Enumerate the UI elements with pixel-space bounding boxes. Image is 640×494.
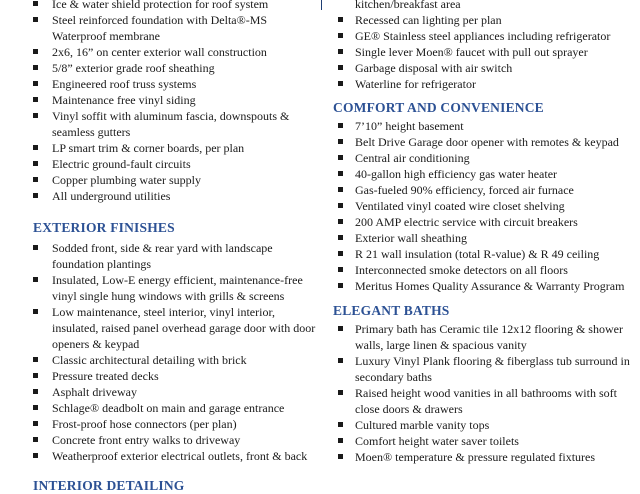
list-item [325, 182, 640, 198]
list-item-text: Garbage disposal with air switch [355, 61, 513, 75]
list-item [0, 272, 318, 304]
baths-list [325, 321, 640, 465]
bullet-icon [33, 389, 38, 394]
list-item [325, 198, 640, 214]
list-item-text: Ice & water shield protection for roof system [52, 0, 269, 11]
list-item [0, 400, 318, 416]
bullet-icon [338, 203, 343, 208]
list-item [325, 321, 640, 353]
list-item [325, 433, 640, 449]
column-divider [321, 0, 322, 10]
bullet-icon [338, 81, 343, 86]
list-item-text: Moen® temperature & pressure regulated fixtures [355, 450, 596, 464]
list-item [0, 76, 318, 92]
bullet-icon [338, 422, 343, 427]
bullet-icon [33, 309, 38, 314]
list-item-text: Ventilated vinyl coated wire closet shelving [355, 199, 565, 213]
bullet-icon [338, 251, 343, 256]
bullet-icon [338, 139, 343, 144]
bullet-icon [338, 326, 343, 331]
list-item-text: kitchen/breakfast area [355, 0, 461, 11]
list-item-text: Primary bath has Ceramic tile 12x12 flooring & shower walls, large linen & spacious vanity [355, 322, 623, 352]
list-item [0, 188, 318, 204]
bullet-icon [338, 267, 343, 272]
list-item [0, 448, 318, 464]
list-item-text: Comfort height water saver toilets [355, 434, 519, 448]
bullet-icon [33, 113, 38, 118]
comfort-list [325, 118, 640, 294]
list-item [0, 172, 318, 188]
exterior-finishes-list [0, 240, 318, 464]
list-item [0, 92, 318, 108]
list-item-text: Waterline for refrigerator [355, 77, 476, 91]
bullet-icon [338, 171, 343, 176]
list-item-text: Cultured marble vanity tops [355, 418, 490, 432]
left-column [0, 0, 318, 494]
list-item [325, 76, 640, 92]
list-item-text: Gas-fueled 90% efficiency, forced air furnace [355, 183, 574, 197]
list-item [0, 108, 318, 140]
list-item-text: 5/8” exterior grade roof sheathing [52, 61, 215, 75]
bullet-icon [338, 390, 343, 395]
list-item [0, 384, 318, 400]
list-item-text: 2x6, 16” on center exterior wall construction [52, 45, 267, 59]
bullet-icon [338, 155, 343, 160]
list-item [0, 0, 318, 12]
list-item-text: Meritus Homes Quality Assurance & Warranty Program [355, 279, 625, 293]
bullet-icon [33, 357, 38, 362]
bullet-icon [33, 17, 38, 22]
elegant-baths-heading: ELEGANT BATHS [333, 303, 450, 318]
exterior-finishes-heading: EXTERIOR FINISHES [33, 220, 175, 235]
list-item-text: Sodded front, side & rear yard with landscape foundation plantings [52, 241, 273, 271]
bullet-icon [33, 437, 38, 442]
list-item [0, 352, 318, 368]
bullet-icon [338, 65, 343, 70]
list-item [0, 368, 318, 384]
list-item-text: Luxury Vinyl Plank flooring & fiberglass tub surround in secondary baths [355, 354, 630, 384]
list-item [325, 214, 640, 230]
list-item [325, 262, 640, 278]
list-item-text: Copper plumbing water supply [52, 173, 201, 187]
list-item-text: Weatherproof exterior electrical outlets, front & back [52, 449, 308, 463]
bullet-icon [338, 49, 343, 54]
list-item [325, 134, 640, 150]
list-item-text: Engineered roof truss systems [52, 77, 197, 91]
list-item-text: Classic architectural detailing with brick [52, 353, 247, 367]
list-item [325, 278, 640, 294]
bullet-icon [33, 453, 38, 458]
list-item-text: Low maintenance, steel interior, vinyl interior, insulated, raised panel overhead garage door with door openers & keypad [52, 305, 316, 351]
bullet-icon [338, 454, 343, 459]
list-item-text: All underground utilities [52, 189, 171, 203]
list-item [0, 140, 318, 156]
list-item-text: 200 AMP electric service with circuit breakers [355, 215, 578, 229]
construction-list [0, 0, 318, 204]
list-item-text: Single lever Moen® faucet with pull out sprayer [355, 45, 588, 59]
list-item-text: Central air conditioning [355, 151, 470, 165]
list-item-text: Raised height wood vanities in all bathrooms with soft close doors & drawers [355, 386, 617, 416]
list-item-text: Exterior wall sheathing [355, 231, 467, 245]
bullet-icon [33, 245, 38, 250]
list-item [0, 416, 318, 432]
bullet-icon [338, 283, 343, 288]
list-item-text: Insulated, Low-E energy efficient, maintenance-free vinyl single hung windows with grills & screens [52, 273, 303, 303]
list-item [0, 12, 318, 44]
list-item [0, 156, 318, 172]
bullet-icon [338, 235, 343, 240]
bullet-icon [33, 161, 38, 166]
bullet-icon [33, 1, 38, 6]
list-item-text: 40-gallon high efficiency gas water heater [355, 167, 558, 181]
list-item [0, 240, 318, 272]
list-item-text: Asphalt driveway [52, 385, 137, 399]
list-item-text: Recessed can lighting per plan [355, 13, 502, 27]
bullet-icon [338, 33, 343, 38]
bullet-icon [33, 49, 38, 54]
list-item-text: Concrete front entry walks to driveway [52, 433, 241, 447]
list-item [325, 449, 640, 465]
list-item [325, 44, 640, 60]
list-item-text: GE® Stainless steel appliances including refrigerator [355, 29, 611, 43]
list-item [325, 166, 640, 182]
bullet-icon [33, 145, 38, 150]
bullet-icon [338, 219, 343, 224]
list-item-text: Steel reinforced foundation with Delta®-MS Waterproof membrane [52, 13, 268, 43]
list-item-text: Schlage® deadbolt on main and garage entrance [52, 401, 285, 415]
bullet-icon [33, 81, 38, 86]
list-item [325, 28, 640, 44]
list-item [0, 304, 318, 352]
list-item [325, 385, 640, 417]
list-item [325, 230, 640, 246]
right-column [325, 0, 640, 465]
list-item-text: LP smart trim & corner boards, per plan [52, 141, 245, 155]
list-item-text: R 21 wall insulation (total R-value) & R 49 ceiling [355, 247, 600, 261]
bullet-icon [338, 187, 343, 192]
list-item-text: Pressure treated decks [52, 369, 159, 383]
list-item [325, 0, 640, 12]
bullet-icon [33, 277, 38, 282]
list-item [0, 60, 318, 76]
list-item-text: Belt Drive Garage door opener with remotes & keypad [355, 135, 619, 149]
list-item [325, 150, 640, 166]
kitchen-list [325, 0, 640, 92]
bullet-icon [338, 438, 343, 443]
list-item-text: 7’10” height basement [355, 119, 464, 133]
bullet-icon [338, 123, 343, 128]
list-item [325, 60, 640, 76]
interior-detailing-heading: INTERIOR DETAILING [33, 478, 185, 493]
bullet-icon [33, 193, 38, 198]
bullet-icon [338, 17, 343, 22]
list-item [325, 417, 640, 433]
list-item-text: Vinyl soffit with aluminum fascia, downspouts & seamless gutters [52, 109, 290, 139]
list-item [325, 118, 640, 134]
bullet-icon [33, 177, 38, 182]
bullet-icon [33, 373, 38, 378]
list-item [0, 44, 318, 60]
list-item-text: Maintenance free vinyl siding [52, 93, 196, 107]
bullet-icon [338, 358, 343, 363]
list-item-text: Electric ground-fault circuits [52, 157, 191, 171]
bullet-icon [33, 65, 38, 70]
list-item [325, 353, 640, 385]
bullet-icon [33, 97, 38, 102]
bullet-icon [33, 421, 38, 426]
list-item [0, 432, 318, 448]
bullet-icon [33, 405, 38, 410]
list-item [325, 246, 640, 262]
comfort-heading: COMFORT AND CONVENIENCE [333, 100, 544, 115]
list-item [325, 12, 640, 28]
list-item-text: Frost-proof hose connectors (per plan) [52, 417, 237, 431]
list-item-text: Interconnected smoke detectors on all floors [355, 263, 568, 277]
